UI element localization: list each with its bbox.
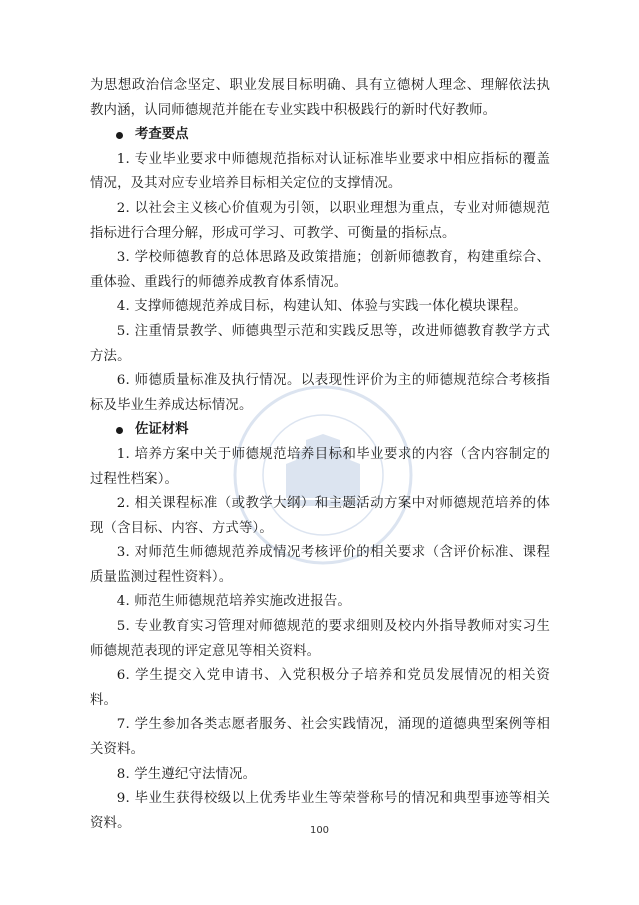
section-heading-evidence <box>116 418 550 443</box>
inspection-item: 5. 注重情景教学、师德典型示范和实践反思等，改进师德教育教学方式方法。 <box>90 323 550 364</box>
inspection-item: 2. 以社会主义核心价值观为引领，以职业理想为重点，专业对师德规范指标进行合理分解，形成可学习、可教学、可衡量的指标点。 <box>90 200 550 241</box>
inspection-item: 6. 师德质量标准及执行情况。以表现性评价为主的师德规范综合考核指标及毕业生养成达标情况。 <box>90 373 550 413</box>
evidence-item: 5. 专业教育实习管理对师德规范的要求细则及校内外指导教师对实习生师德规范表现的评定意见等相关资料。 <box>90 619 550 659</box>
bullet-icon <box>116 132 123 139</box>
evidence-item: 4. 师范生师德规范培养实施改进报告。 <box>116 594 351 610</box>
evidence-item: 9. 毕业生获得校级以上优秀毕业生等荣誉称号的情况和典型事迹等相关资料。 <box>90 791 550 831</box>
section-title: 佐证材料 <box>135 422 189 438</box>
evidence-item: 2. 相关课程标准（或教学大纲）和主题活动方案中对师德规范培养的体现（含目标、内容、方式等）。 <box>90 496 550 536</box>
evidence-item: 3. 对师范生师德规范养成情况考核评价的相关要求（含评价标准、课程质量监测过程性资料）。 <box>90 545 550 585</box>
section-title: 考查要点 <box>135 127 189 143</box>
bullet-icon <box>116 427 123 434</box>
intro-paragraph: 为思想政治信念坚定、职业发展目标明确、具有立德树人理念、理解依法执教内涵，认同师德规范并能在专业实践中积极践行的新时代好教师。 <box>90 78 550 118</box>
evidence-item: 1. 培养方案中关于师德规范培养目标和毕业要求的内容（含内容制定的过程性档案）。 <box>90 446 550 487</box>
inspection-item: 4. 支撑师德规范养成目标，构建认知、体验与实践一体化模块课程。 <box>116 299 527 315</box>
evidence-item: 7. 学生参加各类志愿者服务、社会实践情况，涌现的道德典型案例等相关资料。 <box>90 717 550 758</box>
evidence-item: 8. 学生遵纪守法情况。 <box>116 766 257 782</box>
inspection-item: 3. 学校师德教育的总体思路及政策措施；创新师德教育，构建重综合、重体验、重践行的师德养成教育体系情况。 <box>90 250 550 290</box>
main-content <box>90 74 550 836</box>
section-heading-inspection <box>116 123 550 148</box>
inspection-item: 1. 专业毕业要求中师德规范指标对认证标准毕业要求中相应指标的覆盖情况，及其对应专业培养目标相关定位的支撑情况。 <box>90 151 550 192</box>
page-number: 100 <box>309 825 330 836</box>
evidence-item: 6. 学生提交入党申请书、入党积极分子培养和党员发展情况的相关资料。 <box>90 668 550 708</box>
